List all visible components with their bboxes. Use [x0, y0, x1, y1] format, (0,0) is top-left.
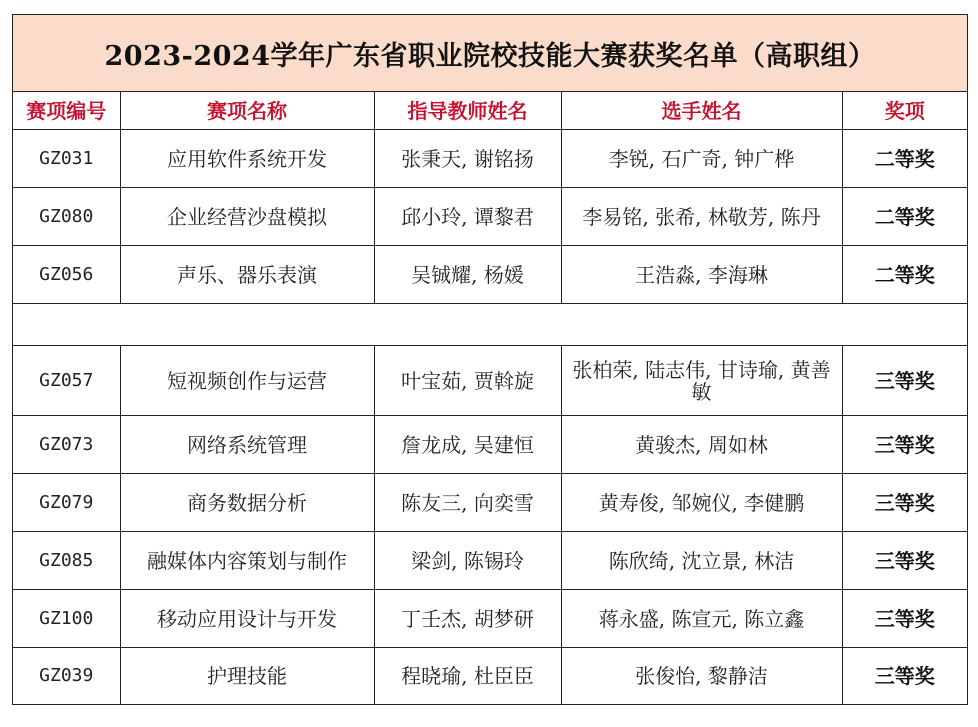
event-name-cell: 企业经营沙盘模拟	[120, 188, 374, 246]
award-cell: 三等奖	[842, 590, 967, 648]
students-cell: 黄骏杰, 周如林	[561, 416, 842, 474]
award-cell: 三等奖	[842, 416, 967, 474]
table-row	[13, 648, 967, 704]
teachers-cell: 詹龙成, 吴建恒	[374, 416, 561, 474]
award-cell: 二等奖	[842, 246, 967, 304]
table-row	[13, 590, 967, 648]
event-code-cell: GZ073	[13, 416, 120, 474]
column-header-code: 赛项编号	[13, 92, 120, 130]
event-name-cell: 移动应用设计与开发	[120, 590, 374, 648]
teachers-cell: 程晓瑜, 杜臣臣	[374, 648, 561, 704]
teachers-cell: 丁壬杰, 胡梦研	[374, 590, 561, 648]
event-code-cell: GZ031	[13, 130, 120, 188]
teachers-cell: 邱小玲, 谭黎君	[374, 188, 561, 246]
students-cell: 王浩淼, 李海琳	[561, 246, 842, 304]
award-cell: 三等奖	[842, 648, 967, 704]
table-row	[13, 532, 967, 590]
column-header-award: 奖项	[842, 92, 967, 130]
event-name-cell: 护理技能	[120, 648, 374, 704]
award-list-sheet	[12, 14, 968, 705]
award-cell: 二等奖	[842, 188, 967, 246]
event-name-cell: 声乐、器乐表演	[120, 246, 374, 304]
award-cell: 三等奖	[842, 346, 967, 416]
teachers-cell: 梁剑, 陈锡玲	[374, 532, 561, 590]
event-code-cell: GZ100	[13, 590, 120, 648]
event-name-cell: 网络系统管理	[120, 416, 374, 474]
event-name-cell: 商务数据分析	[120, 474, 374, 532]
table-row	[13, 474, 967, 532]
page-title: 2023-2024学年广东省职业院校技能大赛获奖名单（高职组）	[13, 15, 967, 92]
event-code-cell: GZ057	[13, 346, 120, 416]
column-header-students: 选手姓名	[561, 92, 842, 130]
award-cell: 二等奖	[842, 130, 967, 188]
teachers-cell: 叶宝茹, 贾斡旋	[374, 346, 561, 416]
students-cell: 李易铭, 张希, 林敬芳, 陈丹	[561, 188, 842, 246]
teachers-cell: 吴铖耀, 杨媛	[374, 246, 561, 304]
award-cell: 三等奖	[842, 532, 967, 590]
students-cell: 李锐, 石广奇, 钟广桦	[561, 130, 842, 188]
teachers-cell: 陈友三, 向奕雪	[374, 474, 561, 532]
students-cell: 蒋永盛, 陈宣元, 陈立鑫	[561, 590, 842, 648]
blank-cell	[13, 304, 967, 346]
event-code-cell: GZ079	[13, 474, 120, 532]
students-cell: 黄寿俊, 邹婉仪, 李健鹏	[561, 474, 842, 532]
event-code-cell: GZ056	[13, 246, 120, 304]
table-row	[13, 130, 967, 188]
column-header-teachers: 指导教师姓名	[374, 92, 561, 130]
table-row	[13, 246, 967, 304]
event-name-cell: 短视频创作与运营	[120, 346, 374, 416]
column-header-event-name: 赛项名称	[120, 92, 374, 130]
header-row	[13, 92, 967, 130]
table-row	[13, 188, 967, 246]
table-row	[13, 416, 967, 474]
event-code-cell: GZ039	[13, 648, 120, 704]
students-cell: 张俊怡, 黎静洁	[561, 648, 842, 704]
teachers-cell: 张秉天, 谢铭扬	[374, 130, 561, 188]
blank-separator-row	[13, 304, 967, 346]
event-name-cell: 融媒体内容策划与制作	[120, 532, 374, 590]
students-cell: 张柏荣, 陆志伟, 甘诗瑜, 黄善敏	[561, 346, 842, 416]
event-name-cell: 应用软件系统开发	[120, 130, 374, 188]
award-table	[13, 92, 967, 704]
students-cell: 陈欣绮, 沈立景, 林洁	[561, 532, 842, 590]
award-cell: 三等奖	[842, 474, 967, 532]
table-row	[13, 346, 967, 416]
event-code-cell: GZ080	[13, 188, 120, 246]
event-code-cell: GZ085	[13, 532, 120, 590]
